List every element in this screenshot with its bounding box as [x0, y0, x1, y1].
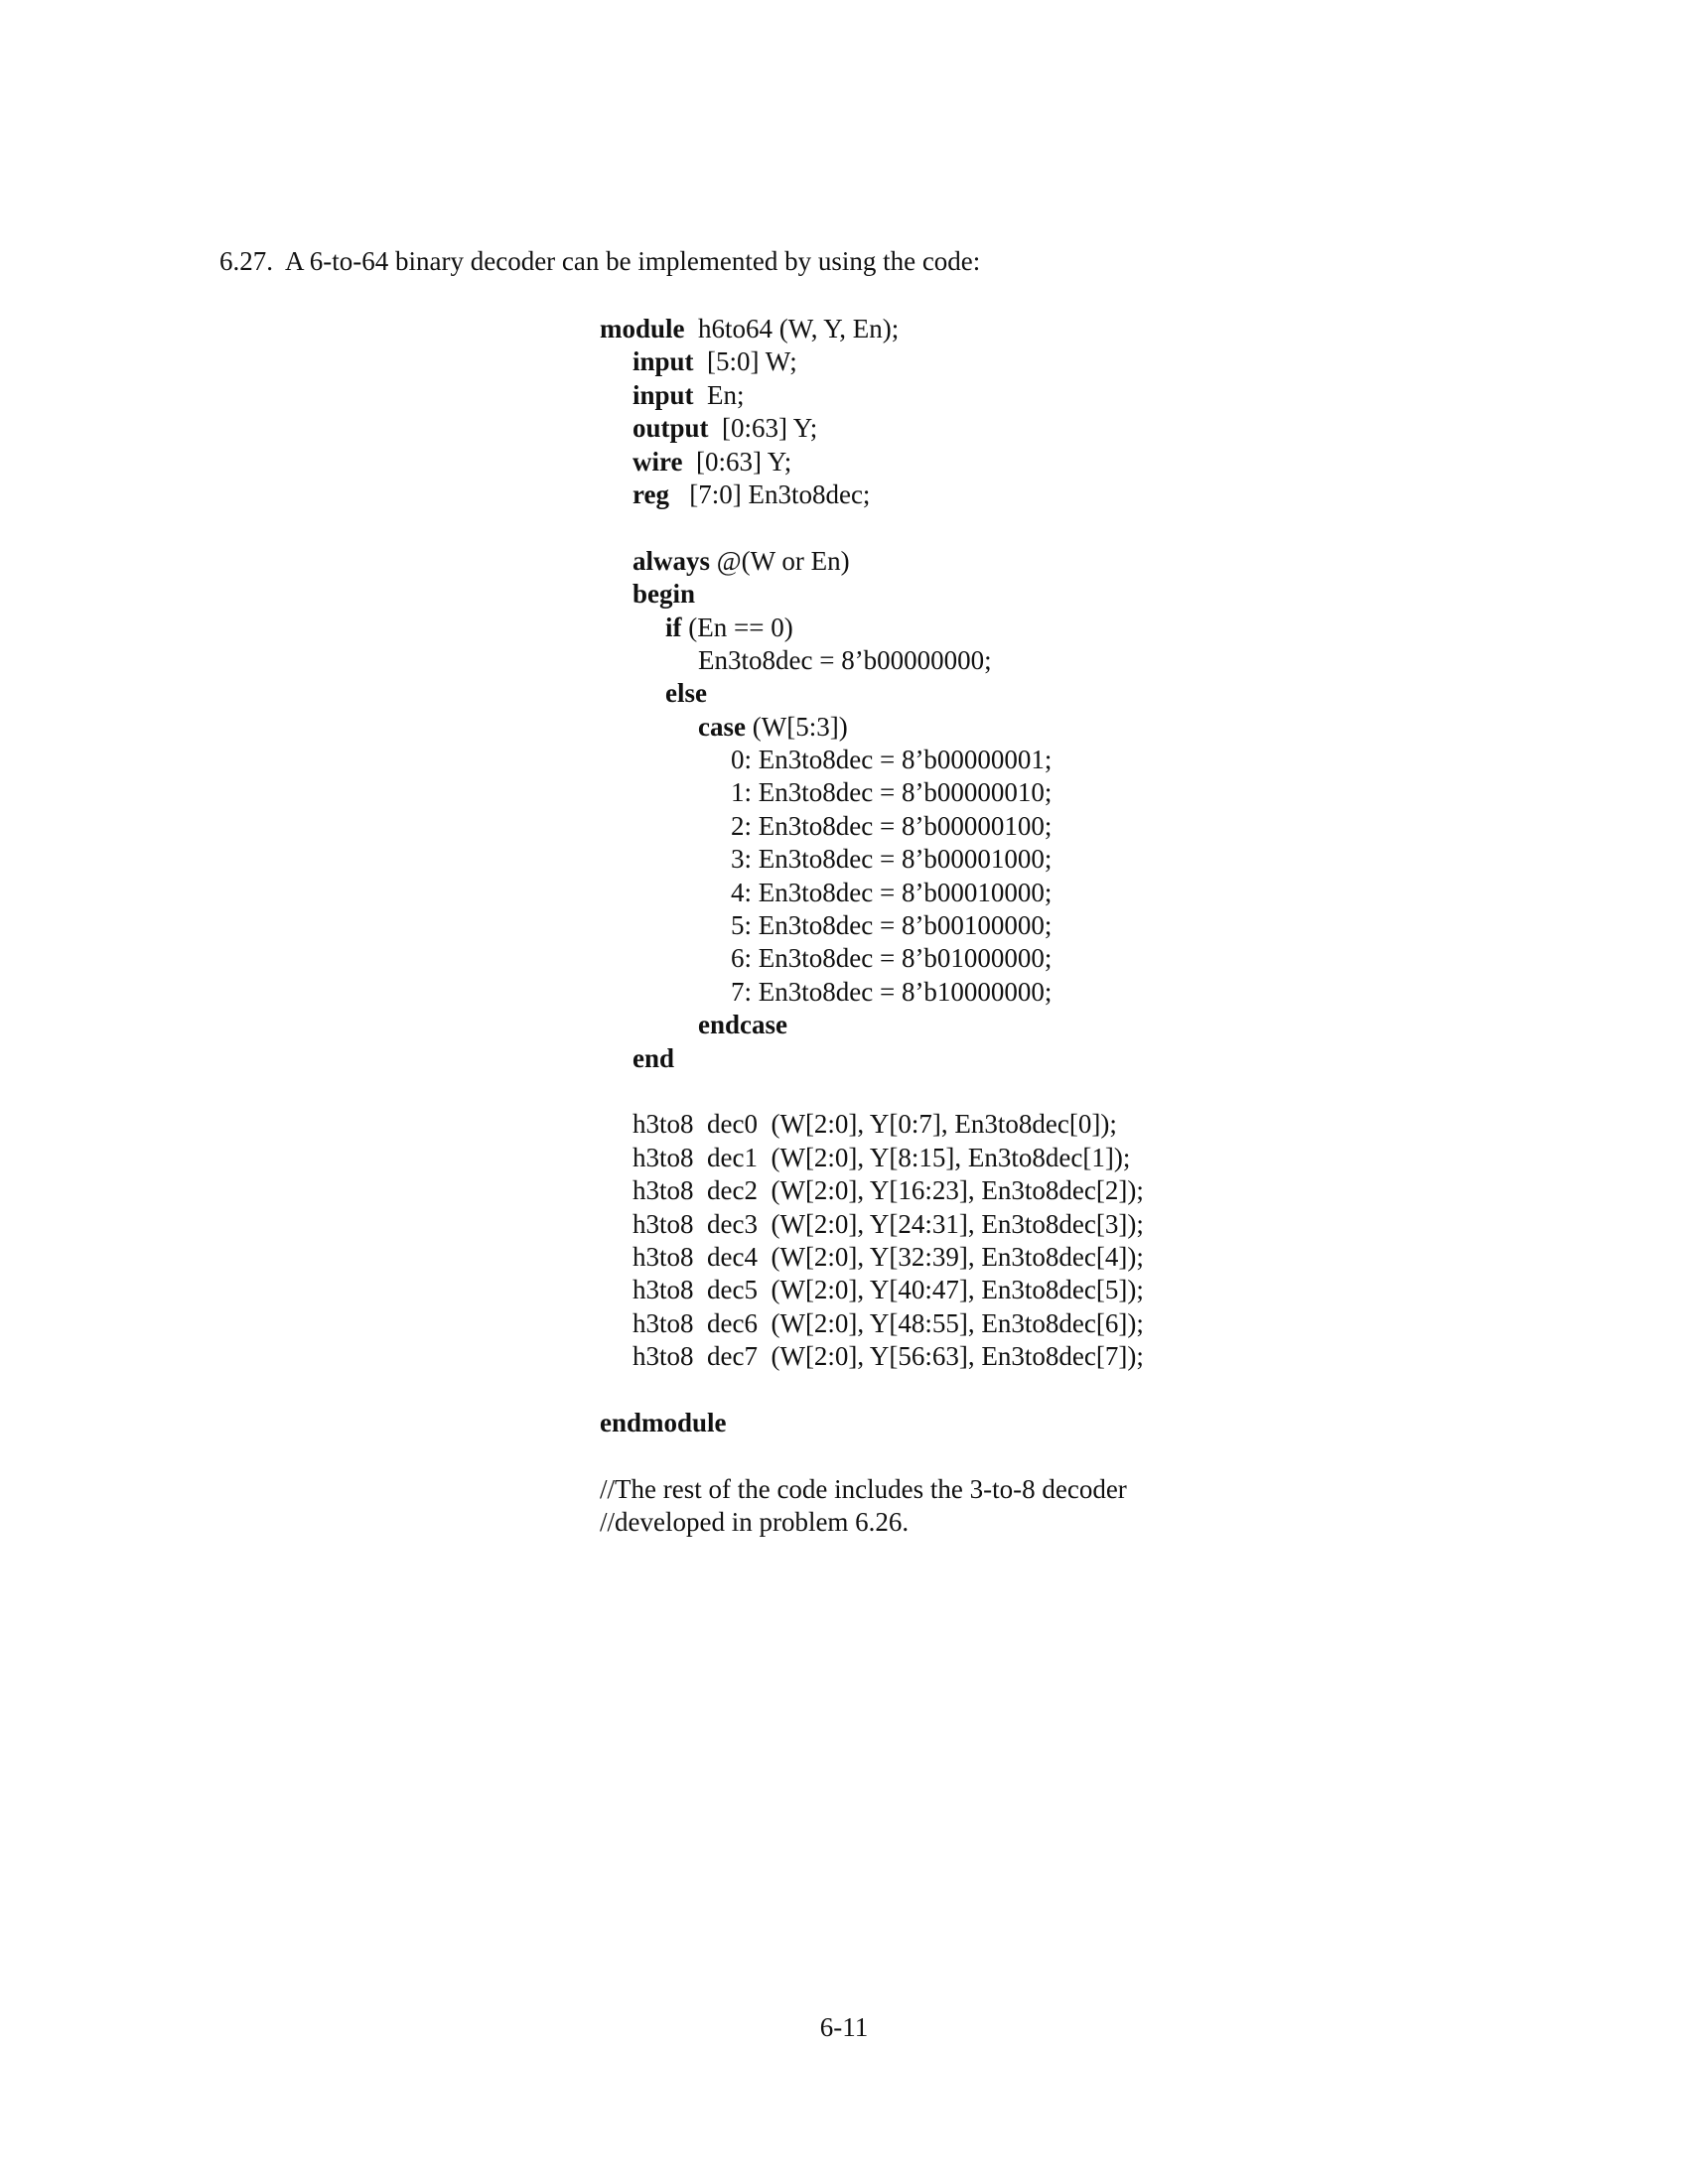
code-text: En3to8dec = 8’b00000000; — [698, 644, 992, 675]
code-line — [600, 1506, 1144, 1539]
code-line — [600, 1473, 1144, 1506]
code-line — [600, 942, 1144, 975]
code-keyword: endmodule — [600, 1407, 727, 1437]
code-keyword: end — [633, 1042, 675, 1073]
code-line — [600, 446, 1144, 478]
code-line — [600, 843, 1144, 876]
code-keyword: output — [633, 413, 709, 444]
code-text: [0:63] Y; — [708, 413, 818, 444]
blank-line — [600, 1439, 1144, 1472]
code-text: h3to8 dec2 (W[2:0], Y[16:23], En3to8dec[2]); — [633, 1175, 1144, 1206]
code-text: 7: En3to8dec = 8’b10000000; — [731, 976, 1053, 1007]
code-text: //The rest of the code includes the 3-to-8 decoder — [600, 1473, 1127, 1504]
code-text: [0:63] Y; — [682, 446, 792, 477]
code-line — [600, 644, 1144, 677]
code-line — [600, 1274, 1144, 1306]
blank-line — [600, 511, 1144, 544]
code-keyword: input — [633, 346, 694, 377]
code-keyword: reg — [633, 478, 669, 509]
code-text: 2: En3to8dec = 8’b00000100; — [731, 810, 1053, 841]
code-line — [600, 677, 1144, 710]
code-text: //developed in problem 6.26. — [600, 1507, 910, 1538]
code-text: 0: En3to8dec = 8’b00000001; — [731, 745, 1053, 775]
code-text: 4: En3to8dec = 8’b00010000; — [731, 877, 1053, 907]
code-line — [600, 711, 1144, 744]
code-line — [600, 412, 1144, 445]
code-line — [600, 578, 1144, 611]
code-text: h3to8 dec6 (W[2:0], Y[48:55], En3to8dec[6]); — [633, 1307, 1144, 1338]
code-text: [7:0] En3to8dec; — [668, 478, 871, 509]
code-line — [600, 1208, 1144, 1241]
code-line — [600, 313, 1144, 345]
code-keyword: endcase — [698, 1010, 787, 1040]
code-text: h3to8 dec0 (W[2:0], Y[0:7], En3to8dec[0]); — [633, 1109, 1117, 1140]
problem-statement: 6.27. A 6-to-64 binary decoder can be implemented by using the code: — [219, 246, 981, 276]
code-line — [600, 345, 1144, 378]
code-text: 3: En3to8dec = 8’b00001000; — [731, 844, 1053, 875]
code-text: (En == 0) — [681, 612, 793, 642]
code-text: 6: En3to8dec = 8’b01000000; — [731, 943, 1053, 974]
code-line — [600, 744, 1144, 776]
code-text: 1: En3to8dec = 8’b00000010; — [731, 777, 1053, 808]
code-keyword: always — [633, 545, 711, 576]
code-text: @(W or En) — [710, 545, 850, 576]
code-line — [600, 478, 1144, 511]
code-keyword: begin — [633, 579, 696, 610]
code-line — [600, 1142, 1144, 1174]
code-line — [600, 976, 1144, 1009]
code-text: 5: En3to8dec = 8’b00100000; — [731, 910, 1053, 941]
code-line — [600, 1340, 1144, 1373]
code-keyword: module — [600, 314, 685, 343]
code-text: h3to8 dec4 (W[2:0], Y[32:39], En3to8dec[4]); — [633, 1241, 1144, 1272]
code-line — [600, 909, 1144, 942]
page-number: 6-11 — [819, 2012, 869, 2042]
code-line — [600, 776, 1144, 809]
code-line — [600, 1307, 1144, 1340]
code-text: h3to8 dec3 (W[2:0], Y[24:31], En3to8dec[3]); — [633, 1208, 1144, 1239]
code-line — [600, 1174, 1144, 1207]
code-line — [600, 1407, 1144, 1439]
code-listing — [600, 313, 1144, 1539]
code-line — [600, 810, 1144, 843]
code-text: h3to8 dec1 (W[2:0], Y[8:15], En3to8dec[1]); — [633, 1142, 1131, 1172]
code-text: h6to64 (W, Y, En); — [684, 314, 900, 343]
code-text: h3to8 dec5 (W[2:0], Y[40:47], En3to8dec[5]); — [633, 1275, 1144, 1305]
code-keyword: input — [633, 379, 694, 410]
code-keyword: wire — [633, 446, 683, 477]
code-text: [5:0] W; — [693, 346, 797, 377]
code-line — [600, 1108, 1144, 1141]
blank-line — [600, 1075, 1144, 1108]
code-keyword: if — [665, 612, 682, 642]
code-line — [600, 1042, 1144, 1075]
blank-line — [600, 1374, 1144, 1407]
code-line — [600, 379, 1144, 412]
code-text: (W[5:3]) — [745, 711, 848, 742]
code-line — [600, 1241, 1144, 1274]
code-text: En; — [693, 379, 745, 410]
code-text: h3to8 dec7 (W[2:0], Y[56:63], En3to8dec[7]); — [633, 1341, 1144, 1372]
code-line — [600, 545, 1144, 578]
code-line — [600, 612, 1144, 644]
code-keyword: else — [665, 678, 707, 709]
code-line — [600, 1009, 1144, 1041]
code-keyword: case — [698, 711, 746, 742]
code-line — [600, 877, 1144, 909]
